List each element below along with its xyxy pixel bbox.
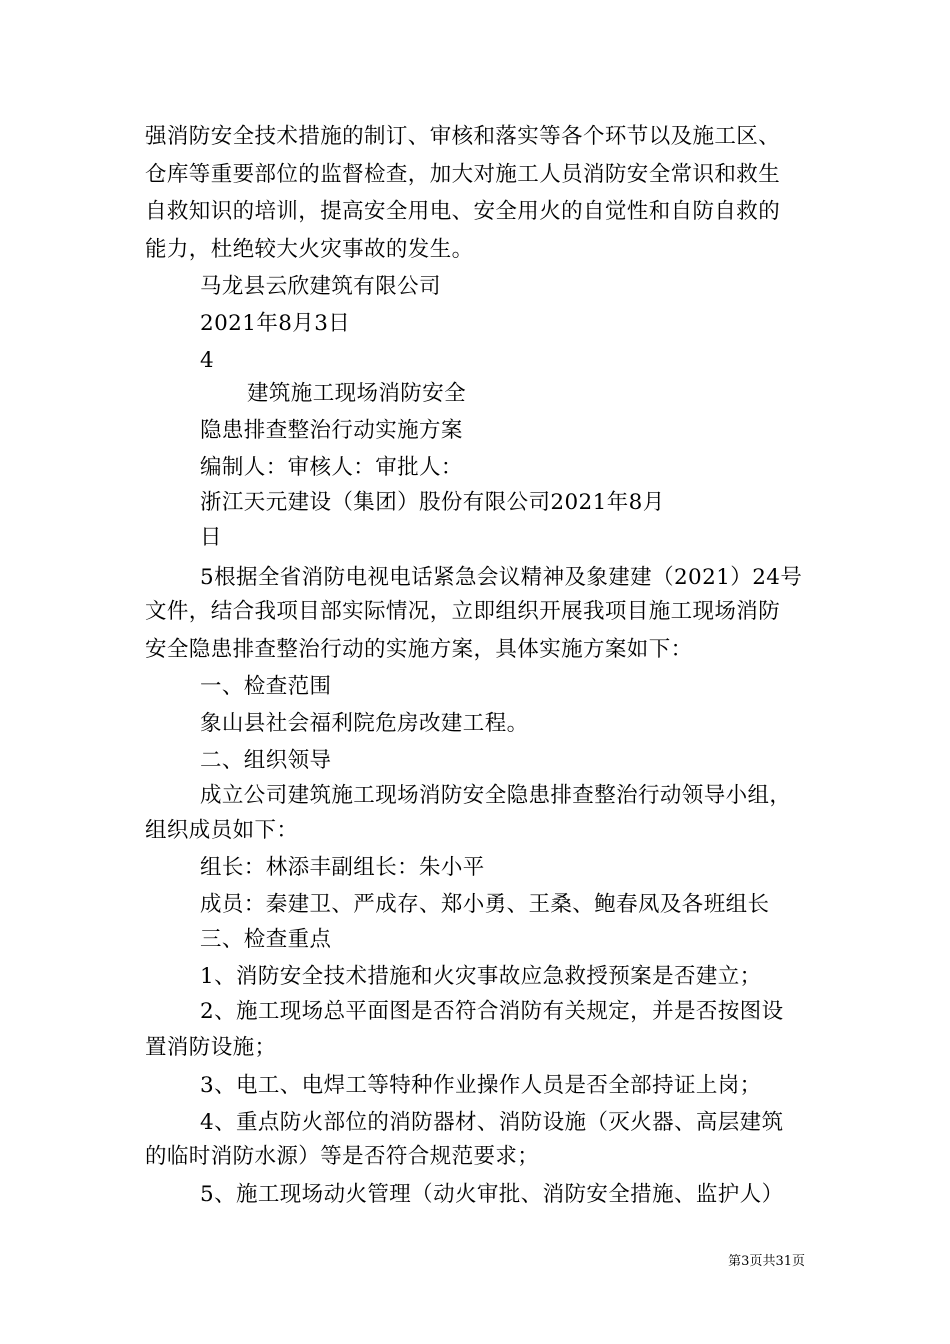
body-line: 象山县社会福利院危房改建工程。 <box>200 711 529 736</box>
section-number: 4 <box>200 348 215 373</box>
document-title-line-2: 隐患排查整治行动实施方案 <box>200 418 463 443</box>
body-line: 4、重点防火部位的消防器材、消防设施（灭火器、高层建筑 <box>200 1110 784 1135</box>
body-line: 能力，杜绝较大火灾事故的发生。 <box>145 237 474 262</box>
body-line: 1、消防安全技术措施和火灾事故应急救授预案是否建立； <box>200 964 762 989</box>
body-line: 文件，结合我项目部实际情况，立即组织开展我项目施工现场消防 <box>145 599 781 624</box>
body-line: 置消防设施； <box>145 1035 277 1060</box>
body-line: 成立公司建筑施工现场消防安全隐患排查整治行动领导小组， <box>200 783 792 808</box>
body-line: 自救知识的培训，提高安全用电、安全用火的自觉性和自防自救的 <box>145 199 781 224</box>
body-line: 组长：林添丰副组长：朱小平 <box>200 855 485 880</box>
date-line: 2021年8月3日 <box>200 311 351 336</box>
body-line: 5、施工现场动火管理（动火审批、消防安全措施、监护人） <box>200 1182 784 1207</box>
body-line: 安全隐患排查整治行动的实施方案，具体实施方案如下： <box>145 637 693 662</box>
body-line: 2、施工现场总平面图是否符合消防有关规定，并是否按图设 <box>200 999 784 1024</box>
organization-line: 浙江天元建设（集团）股份有限公司2021年8月 <box>200 490 665 515</box>
section-heading: 二、组织领导 <box>200 748 332 773</box>
company-name: 马龙县云欣建筑有限公司 <box>200 274 441 299</box>
body-line: 的临时消防水源）等是否符合规范要求； <box>145 1144 540 1169</box>
body-line: 强消防安全技术措施的制订、审核和落实等各个环节以及施工区、 <box>145 124 781 149</box>
page-number: 第3页共31页 <box>728 1254 805 1269</box>
signatories-line: 编制人：审核人：审批人： <box>200 455 463 480</box>
body-line: 组织成员如下： <box>145 818 299 843</box>
body-line: 成员：秦建卫、严成存、郑小勇、王桑、鲍春凤及各班组长 <box>200 892 770 917</box>
body-line: 仓库等重要部位的监督检查，加大对施工人员消防安全常识和救生 <box>145 162 781 187</box>
body-line: 日 <box>200 525 222 550</box>
section-heading: 一、检查范围 <box>200 674 332 699</box>
document-title-line-1: 建筑施工现场消防安全 <box>247 381 467 406</box>
body-line: 3、电工、电焊工等特种作业操作人员是否全部持证上岗； <box>200 1073 762 1098</box>
body-line: 5根据全省消防电视电话紧急会议精神及象建建（2021）24号 <box>200 565 803 590</box>
section-heading: 三、检查重点 <box>200 927 332 952</box>
